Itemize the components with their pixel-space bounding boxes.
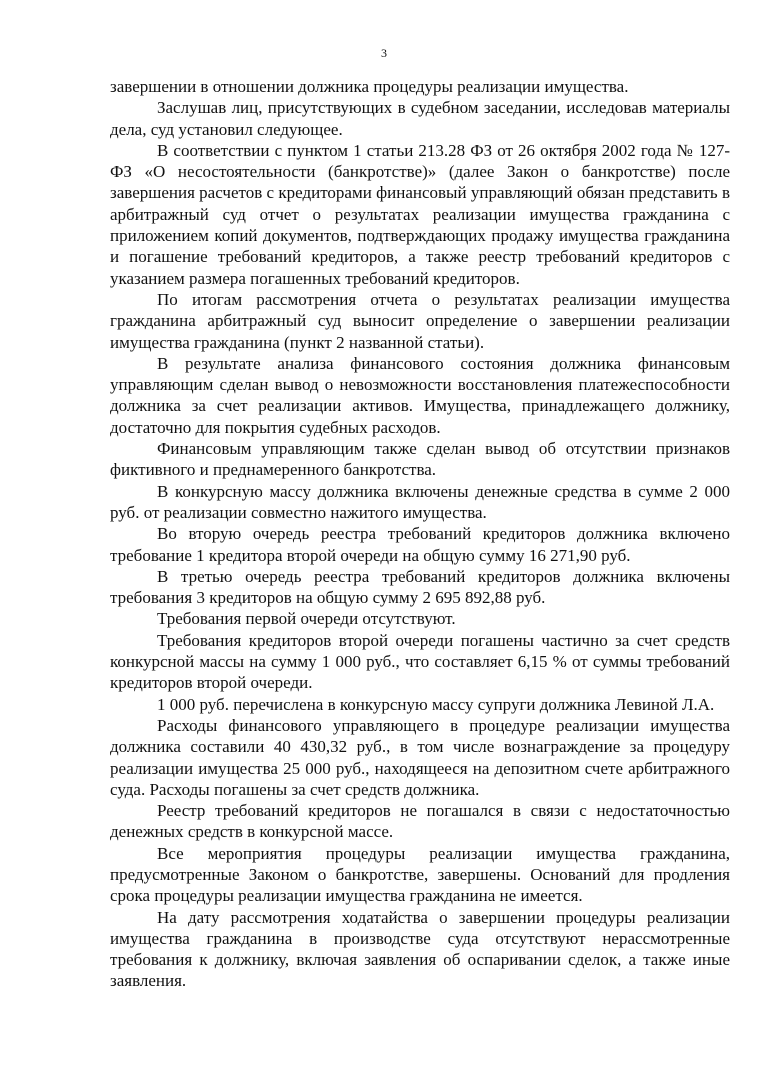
paragraph-procedures-completed: Все мероприятия процедуры реализации имущества гражданина, предусмотренные Законом о банкротстве, завершены. Оснований для продления срока процедуры реализации имущества гражданина не имеется. <box>110 843 730 906</box>
paragraph-spouse-transfer: 1 000 руб. перечислена в конкурсную массу супруги должника Левиной Л.А. <box>157 694 715 714</box>
paragraph-third-priority: В третью очередь реестра требований кредиторов должника включены требования 3 кредиторов на общую сумму 2 695 892,88 руб. <box>110 566 730 608</box>
paragraph-manager-expenses: Расходы финансового управляющего в процедуре реализации имущества должника составили 40 430,32 руб., в том числе вознаграждение за процедуру реализации имущества 25 000 руб., находящееся на депозитном счете арбитражного суда. Расходы погашены за счет средств должника. <box>110 715 730 799</box>
document-body <box>110 76 730 992</box>
paragraph-no-pending-claims: На дату рассмотрения ходатайства о завершении процедуры реализации имущества гражданина в производстве суда отсутствуют нерассмотренные требования к должнику, включая заявления об оспаривании сделок, а также иные заявления. <box>110 907 730 991</box>
paragraph-report-outcome: По итогам рассмотрения отчета о результатах реализации имущества гражданина арбитражный суд выносит определение о завершении реализации имущества гражданина (пункт 2 названной статьи). <box>110 289 730 352</box>
paragraph-hearing: Заслушав лиц, присутствующих в судебном заседании, исследовав материалы дела, суд установил следующее. <box>110 98 730 139</box>
paragraph-registry-unpaid: Реестр требований кредиторов не погашался в связи с недостаточностью денежных средств в конкурсной массе. <box>110 801 730 842</box>
paragraph-estate-funds: В конкурсную массу должника включены денежные средства в сумме 2 000 руб. от реализации совместно нажитого имущества. <box>110 481 730 522</box>
paragraph-financial-analysis: В результате анализа финансового состояния должника финансовым управляющим сделан вывод о невозможности восстановления платежеспособности должника за счет реализации активов. Имущества, принадлежащего должнику, достаточно для покрытия судебных расходов. <box>110 353 730 437</box>
page-number: 3 <box>381 46 387 60</box>
paragraph-bankruptcy-signs: Финансовым управляющим также сделан вывод об отсутствии признаков фиктивного и преднамеренного банкротства. <box>110 439 730 480</box>
paragraph-first-priority: Требования первой очереди отсутствуют. <box>157 609 456 629</box>
paragraph-second-priority: Во вторую очередь реестра требований кредиторов должника включено требование 1 кредитора второй очереди на общую сумму 16 271,90 руб. <box>110 524 730 565</box>
paragraph-continuation: завершении в отношении должника процедуры реализации имущества. <box>110 77 629 96</box>
paragraph-law-reference: В соответствии с пунктом 1 статьи 213.28 ФЗ от 26 октября 2002 года № 127-ФЗ «О несостоятельности (банкротстве)» (далее Закон о банкротстве) после завершения расчетов с кредиторами финансовый управляющий обязан представить в арбитражный суд отчет о результатах реализации имущества гражданина с приложением копий документов, подтверждающих продажу имущества гражданина и погашение требований кредиторов, а также реестр требований кредиторов с указанием размера погашенных требований кредиторов. <box>110 140 730 288</box>
paragraph-partial-repayment: Требования кредиторов второй очереди погашены частично за счет средств конкурсной массы на сумму 1 000 руб., что составляет 6,15 % от суммы требований кредиторов второй очереди. <box>110 630 730 693</box>
